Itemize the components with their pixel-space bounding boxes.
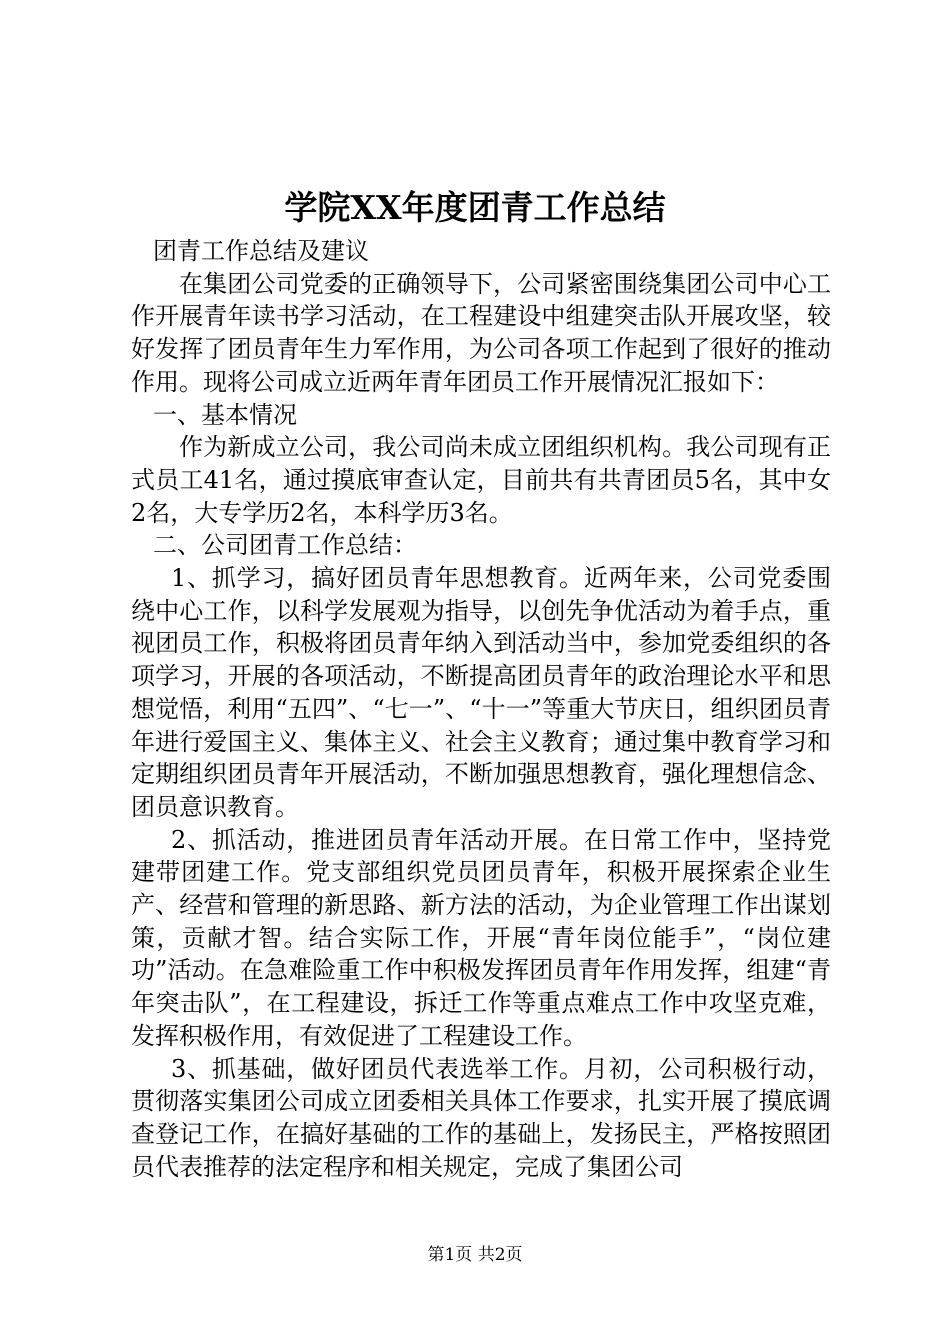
section-heading-summary: 二、公司团青工作总结： xyxy=(153,531,417,560)
document-body xyxy=(131,235,831,1183)
document-title: 学院XX年度团青工作总结 xyxy=(284,188,666,227)
section-heading-basic: 一、基本情况 xyxy=(153,400,297,429)
paragraph-item-3: 3、抓基础，做好团员代表选举工作。月初，公司积极行动，贯彻落实集团公司成立团委相关具体工作要求，扎实开展了摸底调查登记工作，在搞好基础的工作的基础上，发扬民主，严格按照团员代表推荐的法定程序和相关规定，完成了集团公司 xyxy=(131,1054,831,1181)
paragraph-basic-info: 作为新成立公司，我公司尚未成立团组织机构。我公司现有正式员工41名，通过摸底审查认定，目前共有共青团员5名，其中女2名，大专学历2名，本科学历3名。 xyxy=(131,433,831,527)
page-footer: 第1页 共2页 xyxy=(427,1245,523,1265)
paragraph-intro: 在集团公司党委的正确领导下，公司紧密围绕集团公司中心工作开展青年读书学习活动，在工程建设中组建突击队开展攻坚，较好发挥了团员青年生力军作用，为公司各项工作起到了很好的推动作用。现将公司成立近两年青年团员工作开展情况汇报如下： xyxy=(131,269,831,396)
paragraph-item-2: 2、抓活动，推进团员青年活动开展。在日常工作中，坚持党建带团建工作。党支部组织党员团员青年，积极开展探索企业生产、经营和管理的新思路、新方法的活动，为企业管理工作出谋划策，贡献才智。结合实际工作，开展“青年岗位能手”，“岗位建功”活动。在急难险重工作中积极发挥团员青年作用发挥，组建“青年突击队”，在工程建设，拆迁工作等重点难点工作中攻坚克难，发挥积极作用，有效促进了工程建设工作。 xyxy=(131,825,831,1050)
paragraph-subtitle: 团青工作总结及建议 xyxy=(153,237,369,265)
paragraph-item-1: 1、抓学习，搞好团员青年思想教育。近两年来，公司党委围绕中心工作，以科学发展观为指导，以创先争优活动为着手点，重视团员工作，积极将团员青年纳入到活动当中，参加党委组织的各项学习，开展的各项活动，不断提高团员青年的政治理论水平和思想觉悟，利用“五四”、“七一”、“十一”等重大节庆日，组织团员青年进行爱国主义、集体主义、社会主义教育；通过集中教育学习和定期组织团员青年开展活动，不断加强思想教育，强化理想信念、团员意识教育。 xyxy=(131,564,831,821)
